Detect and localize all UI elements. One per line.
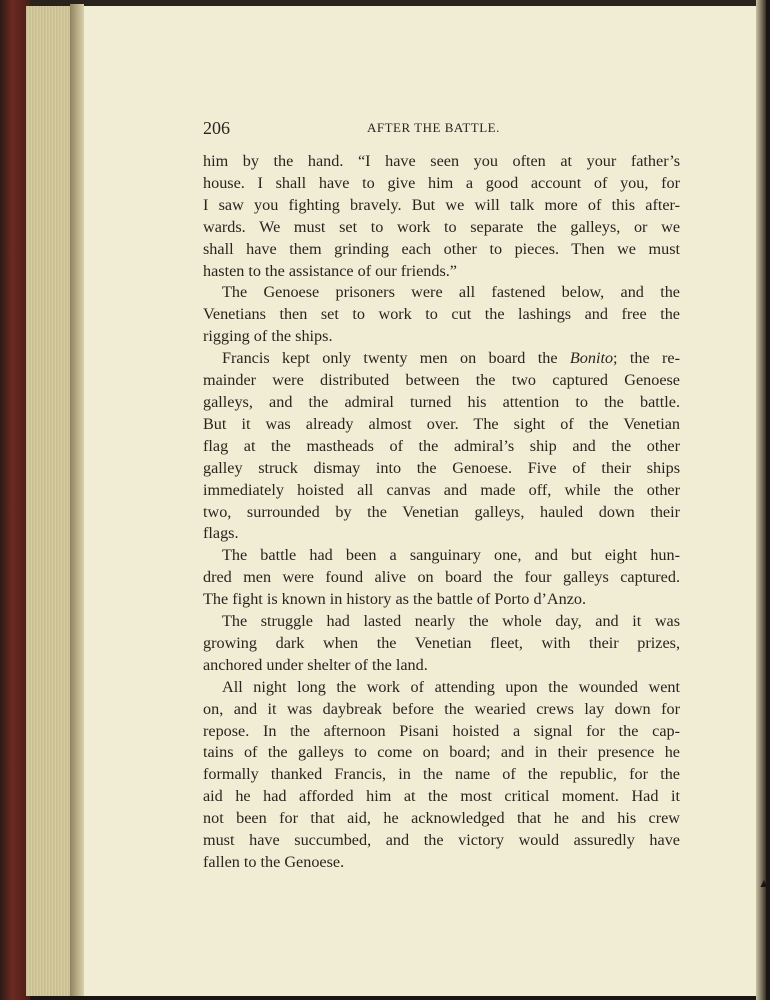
text-line: I saw you fighting bravely. But we will talk more of this after-: [203, 195, 680, 214]
text-line: hasten to the assistance of our friends.”: [203, 261, 457, 280]
text-line: flag at the mastheads of the admiral’s ship and the other: [203, 436, 680, 455]
text-line: on, and it was daybreak before the wearied crews lay down for: [203, 699, 680, 718]
right-page-edge: [756, 0, 770, 1000]
text-line: Francis kept only twenty men on board the Bonito; the re-: [222, 349, 680, 368]
paragraph: [203, 611, 680, 677]
paragraph: [203, 677, 680, 874]
page-gutter: [70, 4, 84, 996]
text-line: formally thanked Francis, in the name of the republic, for the: [203, 765, 680, 784]
text-line: must have succumbed, and the victory would assuredly have: [203, 831, 680, 850]
text-line: repose. In the afternoon Pisani hoisted a signal for the cap-: [203, 721, 680, 740]
text-line: All night long the work of attending upon the wounded went: [222, 677, 680, 696]
text-line: galleys, and the admiral turned his attention to the battle.: [203, 392, 680, 411]
text-line: The fight is known in history as the battle of Porto d’Anzo.: [203, 590, 587, 609]
page-marker-icon: ▲: [758, 876, 770, 890]
text-line: not been for that aid, he acknowledged that he and his crew: [203, 809, 680, 828]
text-line: shall have them grinding each other to pieces. Then we must: [203, 239, 680, 258]
paragraph: [203, 348, 680, 545]
text-line: immediately hoisted all canvas and made off, while the other: [203, 480, 680, 499]
text-line: dred men were found alive on board the four galleys captured.: [203, 568, 680, 587]
text-line: anchored under shelter of the land.: [203, 655, 428, 674]
text-line: tains of the galleys to come on board; and in their presence he: [203, 743, 680, 762]
text-line: But it was already almost over. The sight of the Venetian: [203, 414, 680, 433]
text-line: him by the hand. “I have seen you often at your father’s: [203, 152, 680, 170]
text-line: rigging of the ships.: [203, 327, 333, 346]
paragraph: [203, 545, 680, 611]
text-line: wards. We must set to work to separate the galleys, or we: [203, 217, 680, 236]
paragraph: [203, 151, 680, 282]
text-line: The struggle had lasted nearly the whole day, and it was: [222, 612, 680, 631]
text-line: The battle had been a sanguinary one, and but eight hun-: [222, 546, 680, 565]
paragraph: [203, 282, 680, 348]
text-line: aid he had afforded him at the most critical moment. Had it: [203, 787, 680, 806]
text-line: house. I shall have to give him a good account of you, for: [203, 173, 680, 192]
text-line: Venetians then set to work to cut the lashings and free the: [203, 305, 680, 324]
text-line: mainder were distributed between the two captured Genoese: [203, 371, 680, 390]
text-line: fallen to the Genoese.: [203, 853, 345, 871]
page-number: 206: [203, 118, 230, 138]
text-line: flags.: [203, 524, 239, 543]
text-line: growing dark when the Venetian fleet, with their prizes,: [203, 633, 680, 652]
text-line: two, surrounded by the Venetian galleys, hauled down their: [203, 502, 680, 521]
running-title: AFTER THE BATTLE.: [367, 120, 500, 135]
body-text: [203, 151, 680, 874]
text-line: The Genoese prisoners were all fastened below, and the: [222, 283, 680, 302]
page-header: [203, 118, 703, 140]
text-line: galley struck dismay into the Genoese. Five of their ships: [203, 458, 680, 477]
